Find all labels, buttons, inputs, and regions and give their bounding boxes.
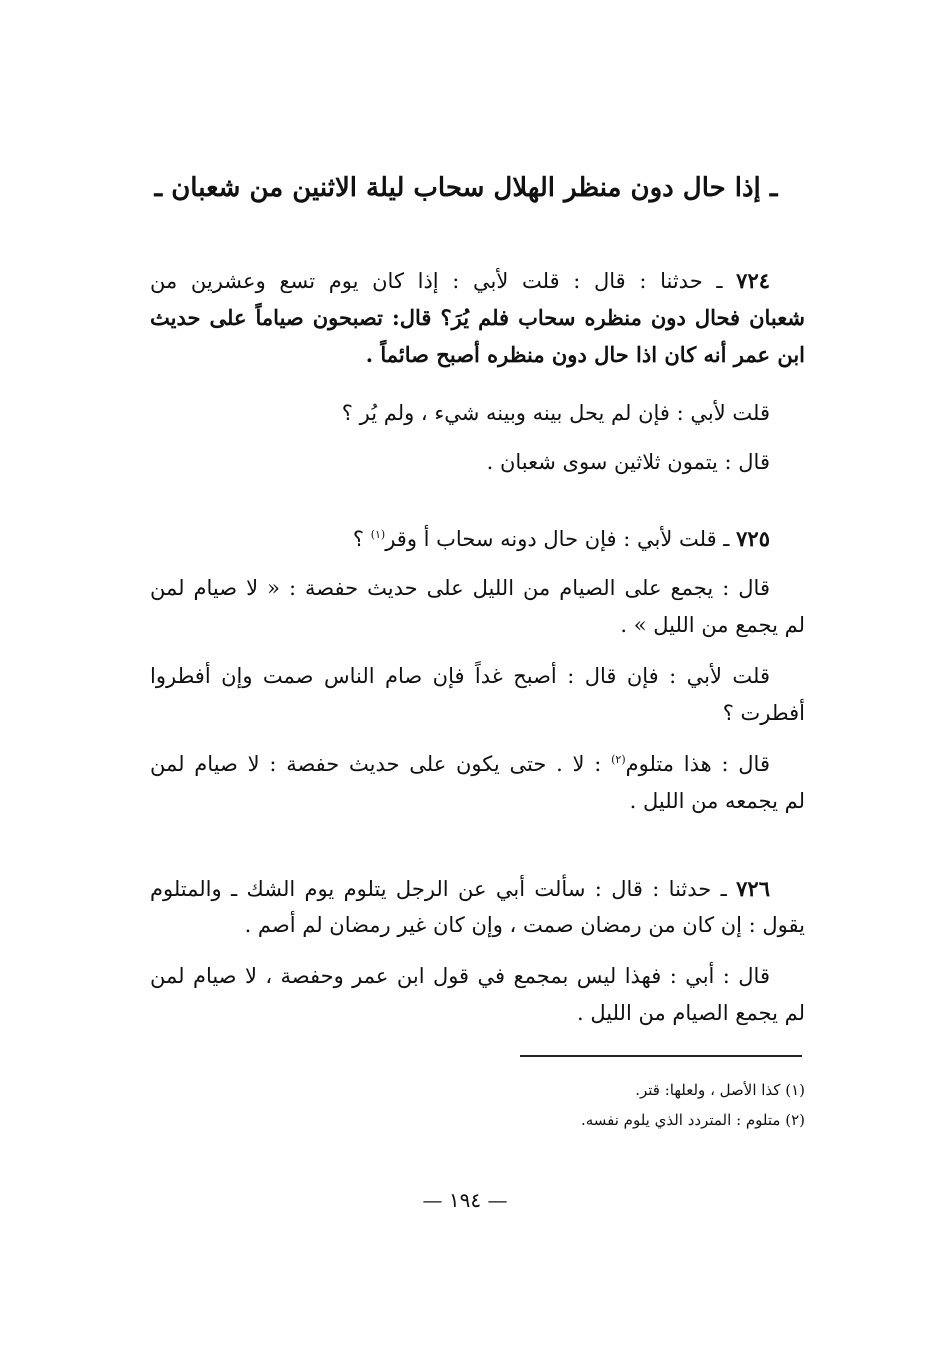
entry-725-line-1 [150, 520, 805, 557]
entry-726-para-2 [150, 958, 805, 1032]
footnotes [450, 1075, 805, 1135]
entry-724-question [150, 395, 805, 432]
para-line: لم يجمع من الليل » . [620, 613, 805, 637]
entry-724-line-3: ابن عمر أنه كان اذا حال دون منظره أصبح صائماً . [365, 342, 805, 367]
entry-724-line-1 [150, 262, 805, 299]
entry-text: ـ حدثنا : قال : قلت لأبي : إذا كان يوم تسع وعشرين من [150, 269, 723, 293]
entry-725-para-3 [150, 658, 805, 732]
section-heading: ـ إذا حال دون منظر الهلال سحاب ليلة الاثنين من شعبان ـ [154, 173, 778, 203]
question-line: قلت لأبي : فإن لم يحل بينه وبينه شيء ، ولم يُر ؟ [341, 401, 770, 425]
para-line: قال : أبي : فهذا ليس بمجمع في قول ابن عمر وحفصة ، لا صيام لمن [150, 964, 770, 988]
para-text: قال : هذا متلوم [625, 752, 770, 776]
entry-726 [150, 870, 805, 944]
entry-724 [150, 262, 805, 373]
entry-725 [150, 520, 805, 557]
para-line: قلت لأبي : فإن قال : أصبح غداً فإن صام الناس صمت وإن أفطروا [150, 664, 770, 688]
entry-725-para-2 [150, 570, 805, 644]
entry-724-answer [150, 444, 805, 481]
para-line: لم يجمعه من الليل . [629, 789, 805, 813]
entry-726-line-2: يقول : إن كان من رمضان صمت ، وإن كان غير رمضان لم أصم . [244, 913, 805, 937]
footnote-2: (٢) متلوم : المتردد الذي يلوم نفسه. [580, 1111, 805, 1129]
para-line: لم يجمع الصيام من الليل . [577, 1001, 805, 1025]
entry-725-para-4 [150, 746, 805, 820]
entry-number: ٧٢٥ [736, 526, 770, 551]
entry-text-end: ؟ [352, 527, 371, 551]
footnote-ref-1: (١) [370, 528, 386, 541]
entry-726-line-1 [150, 870, 805, 907]
page-number: — ١٩٤ — [422, 1188, 508, 1212]
para-text: : لا . حتى يكون على حديث حفصة : لا صيام لمن [150, 752, 612, 776]
entry-text: ـ قلت لأبي : فإن حال دونه سحاب أ وقر [385, 527, 730, 551]
footnote-1: (١) كذا الأصل ، ولعلها: قتر. [635, 1081, 805, 1099]
answer-line: قال : يتمون ثلاثين سوى شعبان . [486, 450, 770, 474]
entry-number: ٧٢٦ [736, 876, 770, 901]
footnote-divider [520, 1055, 802, 1057]
para-line [150, 746, 805, 783]
entry-724-line-2: شعبان فحال دون منظره سحاب فلم يُرَ؟ قال: تصبحون صياماً على حديث [150, 305, 805, 330]
entry-text: ـ حدثنا : قال : سألت أبي عن الرجل يتلوم يوم الشك ـ والمتلوم [150, 877, 727, 901]
footnote-ref-2: (٢) [611, 753, 626, 766]
para-line: قال : يجمع على الصيام من الليل على حديث حفصة : « لا صيام لمن [150, 576, 770, 600]
para-line: أفطرت ؟ [722, 701, 805, 725]
entry-number: ٧٢٤ [736, 268, 771, 293]
